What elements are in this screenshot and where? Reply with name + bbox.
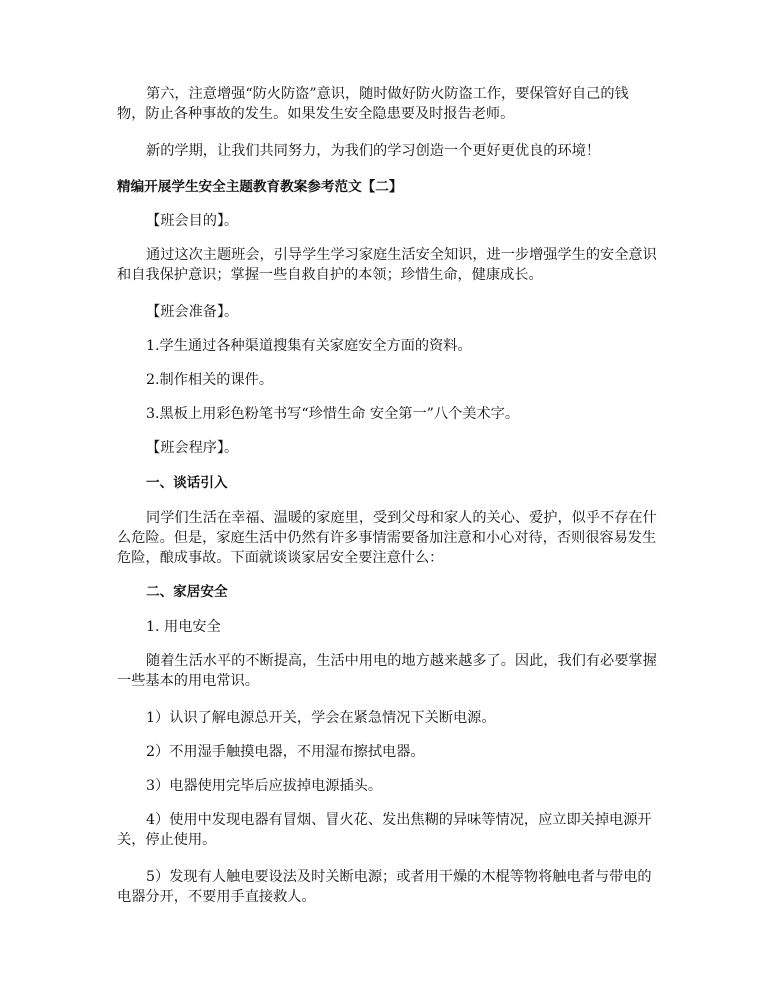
paragraph-introduction: 同学们生活在幸福、温暖的家庭里，受到父母和家人的关心、爱护，似乎不存在什么危险。但是，家庭生活中仍然有许多事情需要备加注意和小心对待，否则很容易发生危险，酿成事故。下面就谈谈家居安全要注意什么： [117,510,657,566]
label-class-meeting-purpose: 【班会目的】。 [146,213,239,229]
paragraph-electricity-intro: 随着生活水平的不断提高，生活中用电的地方越来越多了。因此，我们有必要掌握一些基本的用电常识。 [117,653,657,689]
heading-part-one: 一、谈话引入 [146,475,228,491]
label-class-meeting-procedure: 【班会程序】。 [146,440,239,456]
paragraph-new-semester: 新的学期，让我们共同努力，为我们的学习创造一个更好更优良的环境！ [146,143,601,159]
section-title-example-two: 精编开展学生安全主题教育教案参考范文【二】 [117,179,403,195]
heading-part-two: 二、家居安全 [146,584,228,600]
list-item-electricity-5: 5）发现有人触电要设法及时关断电源；或者用干燥的木棍等物将触电者与带电的电器分开，不要用手直接救人。 [117,869,652,905]
list-item-electricity-4: 4）使用中发现电器有冒烟、冒火花、发出焦糊的异味等情况，应立即关掉电源开关，停止使用。 [117,812,652,848]
list-item-electricity-1: 1）认识了解电源总开关，学会在紧急情况下关断电源。 [146,710,496,726]
list-item-preparation-2: 2.制作相关的课件。 [146,372,274,388]
label-class-meeting-preparation: 【班会准备】。 [146,304,239,320]
list-item-preparation-1: 1.学生通过各种渠道搜集有关家庭安全方面的资料。 [146,338,472,354]
paragraph-fire-theft-prevention: 第六，注意增强“防火防盗”意识，随时做好防火防盗工作，要保管好自己的钱物，防止各种事故的发生。如果发生安全隐患要及时报告老师。 [117,86,629,122]
paragraph-purpose-description: 通过这次主题班会，引导学生学习家庭生活安全知识，进一步增强学生的安全意识和自我保护意识；掌握一些自救自护的本领；珍惜生命，健康成长。 [117,247,657,283]
subheading-electricity-safety: 1. 用电安全 [146,619,221,635]
list-item-preparation-3: 3.黑板上用彩色粉笔书写“珍惜生命 安全第一”八个美术字。 [146,406,520,422]
list-item-electricity-2: 2）不用湿手触摸电器，不用湿布擦拭电器。 [146,744,425,760]
list-item-electricity-3: 3）电器使用完毕后应拔掉电源插头。 [146,778,383,794]
